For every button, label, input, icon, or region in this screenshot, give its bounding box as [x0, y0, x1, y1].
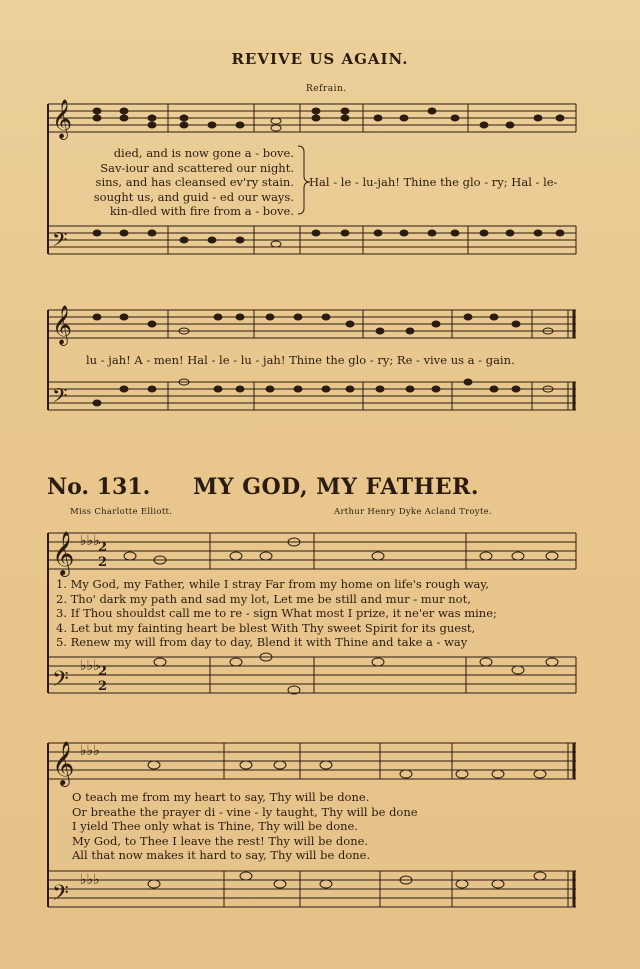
staff-lines [48, 104, 576, 907]
lyric-line: 5. Renew my will from day to day, Blend it with Thine and take a - way [56, 635, 468, 649]
lyric-line: died, and is now gone a - bove. [113, 146, 294, 160]
lyric-line: 3. If Thou shouldst call me to re - sign What most I prize, it ne'er was mine; [56, 606, 497, 620]
verses-line-2 [72, 790, 418, 863]
treble-clef-icon: 𝄞 [52, 741, 75, 785]
lyric-line: 1. My God, my Father, while I stray Far from my home on life's rough way, [56, 577, 490, 591]
flat-sign-icon: ♭♭♭ [80, 872, 100, 888]
refrain-label: Refrain. [306, 84, 347, 94]
svg-text:2: 2 [98, 540, 108, 555]
lyric-line: All that now makes it hard to say, Thy will be done. [72, 848, 371, 862]
flat-sign-icon: ♭♭♭ [80, 658, 100, 674]
lyric-line: My God, to Thee I leave the rest! Thy will be done. [72, 833, 369, 848]
verses-line-1 [56, 577, 497, 650]
lyric-line: 2. Tho' dark my path and sad my lot, Let me be still and mur - mur not, [56, 591, 471, 606]
author-credit: Miss Charlotte Elliott. [70, 507, 173, 517]
lyric-line: I yield Thee only what is Thine, Thy will be done. [72, 819, 359, 833]
hymn-title: REVIVE US AGAIN. [231, 50, 409, 68]
lyric-line: O teach me from my heart to say, Thy will be done. [72, 790, 370, 804]
svg-text:2: 2 [98, 555, 108, 570]
refrain-line-2: lu - jah! A - men! Hal - le - lu - jah! Thine the glo - ry; Re - vive us a - gain. [86, 353, 515, 367]
refrain-line-1: Hal - le - lu-jah! Thine the glo - ry; Hal - le- [309, 175, 558, 189]
lyric-line: sought us, and guid - ed our ways. [93, 189, 294, 204]
flat-sign-icon: ♭♭♭ [80, 533, 100, 549]
treble-clef-icon: 𝄞 [52, 531, 75, 575]
svg-text:2: 2 [98, 679, 108, 694]
treble-clef-icon: 𝄞 [52, 305, 73, 345]
lyric-line: sins, and has cleansed ev'ry stain. [95, 175, 294, 189]
verse-endings [70, 146, 294, 219]
bass-clef-icon: 𝄢 [52, 667, 69, 697]
lyric-line: Sav-iour and scattered our night. [100, 160, 294, 175]
lyric-line: 4. Let but my fainting heart be blest With Thy sweet Spirit for its guest, [56, 620, 476, 635]
svg-text:2: 2 [98, 664, 108, 679]
bass-clef-icon: 𝄢 [52, 228, 68, 256]
treble-clef-icon: 𝄞 [52, 99, 73, 139]
bass-clef-icon: 𝄢 [52, 384, 68, 412]
flat-sign-icon: ♭♭♭ [80, 743, 100, 759]
lyric-line: kin-dled with fire from a - bove. [109, 204, 294, 218]
composer-credit: Arthur Henry Dyke Acland Troyte. [334, 507, 493, 517]
hymn-number: No. 131. [47, 474, 151, 500]
hymn-title: MY GOD, MY FATHER. [193, 474, 480, 500]
lyric-line: Or breathe the prayer di - vine - ly taught, Thy will be done [72, 804, 418, 819]
bass-clef-icon: 𝄢 [52, 881, 69, 911]
